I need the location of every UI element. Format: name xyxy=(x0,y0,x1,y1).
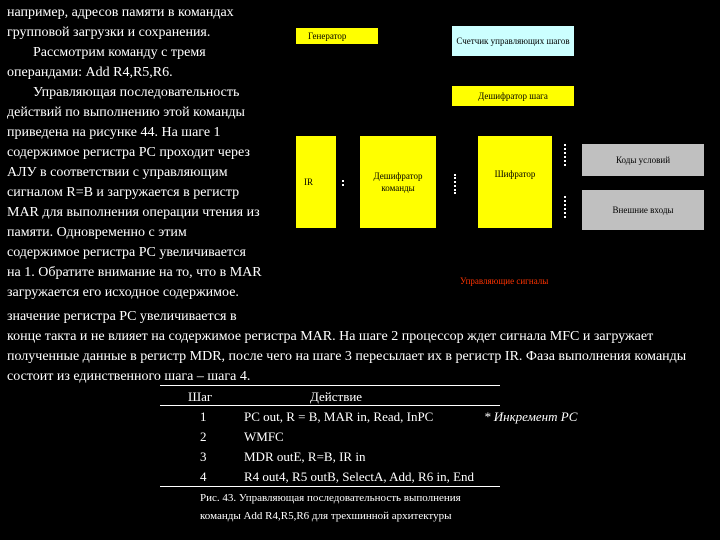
text-line: АЛУ в соответствии с управляющим xyxy=(7,165,228,180)
table-header-action: Действие xyxy=(310,389,363,404)
text-line: сигналом R=B и загружается в регистр xyxy=(7,185,240,200)
text-line: загружается его исходное содержимое. xyxy=(7,285,239,300)
table-header-step: Шаг xyxy=(188,389,213,404)
step-decoder-box: Дешифратор шага xyxy=(452,86,574,106)
text-line: памяти. Одновременно с этим xyxy=(7,225,187,240)
text-line: MAR для выполнения операции чтения из xyxy=(7,205,260,220)
table-row-action: PC out, R = B, MAR in, Read, InPC xyxy=(244,409,434,424)
figure-caption: команды Add R4,R5,R6 для трехшинной архитектуры xyxy=(200,510,452,522)
condition-codes-box: Коды условий xyxy=(582,144,704,176)
table-top-rule xyxy=(160,385,500,386)
text-line: содержимое регистра PC проходит через xyxy=(7,145,250,160)
connector-dots xyxy=(342,180,344,186)
text-line: значение регистра PC увеличивается в xyxy=(7,309,237,324)
step-counter-box: Счетчик управляющих шагов xyxy=(452,26,574,56)
table-row-action: MDR outE, R=B, IR in xyxy=(244,449,366,464)
table-row-step: 1 xyxy=(200,409,207,424)
generator-box: Генератор xyxy=(296,28,378,44)
text-line: содержимое регистра PC увеличивается xyxy=(7,245,246,260)
table-row-action: R4 out4, R5 outB, SelectA, Add, R6 in, End xyxy=(244,469,475,484)
text-line: Управляющая последовательность xyxy=(33,85,240,100)
connector-dots xyxy=(564,196,566,218)
table-row-action: WMFC xyxy=(244,429,284,444)
text-line: приведена на рисунке 44. На шаге 1 xyxy=(7,125,221,140)
text-line: операндами: Add R4,R5,R6. xyxy=(7,65,173,80)
table-row-step: 3 xyxy=(200,449,207,464)
control-unit-diagram xyxy=(264,0,720,308)
connector-dots xyxy=(454,174,456,194)
ir-box: IR xyxy=(296,136,336,228)
table-bottom-rule xyxy=(160,486,500,487)
external-inputs-box: Внешние входы xyxy=(582,190,704,230)
text-line: конце такта и не влияет на содержимое регистра MAR. На шаге 2 процессор ждет сигнала MFC и загружает xyxy=(7,329,654,344)
instruction-decoder-box: Дешифратор команды xyxy=(360,136,436,228)
encoder-box: Шифратор xyxy=(478,136,552,228)
figure-caption: Рис. 43. Управляющая последовательность выполнения xyxy=(200,492,461,504)
text-line: Рассмотрим команду с тремя xyxy=(33,45,206,60)
table-row-comment: * Инкремент PC xyxy=(484,409,578,424)
text-line: на 1. Обратите внимание на то, что в MAR xyxy=(7,265,262,280)
table-row-step: 4 xyxy=(200,469,207,484)
text-line: полученные данные в регистр MDR, после чего на шаге 3 пересылает их в регистр IR. Фаза выполнения команды xyxy=(7,349,687,364)
table-row-step: 2 xyxy=(200,429,207,444)
text-line: например, адресов памяти в командах xyxy=(7,5,234,20)
text-line: групповой загрузки и сохранения. xyxy=(7,25,211,40)
connector-dots xyxy=(564,144,566,166)
text-line: состоит из единственного шага – шага 4. xyxy=(7,369,251,384)
table-header-rule xyxy=(160,405,500,406)
control-signals-label: Управляющие сигналы xyxy=(460,276,549,286)
text-line: действий по выполнению этой команды xyxy=(7,105,245,120)
